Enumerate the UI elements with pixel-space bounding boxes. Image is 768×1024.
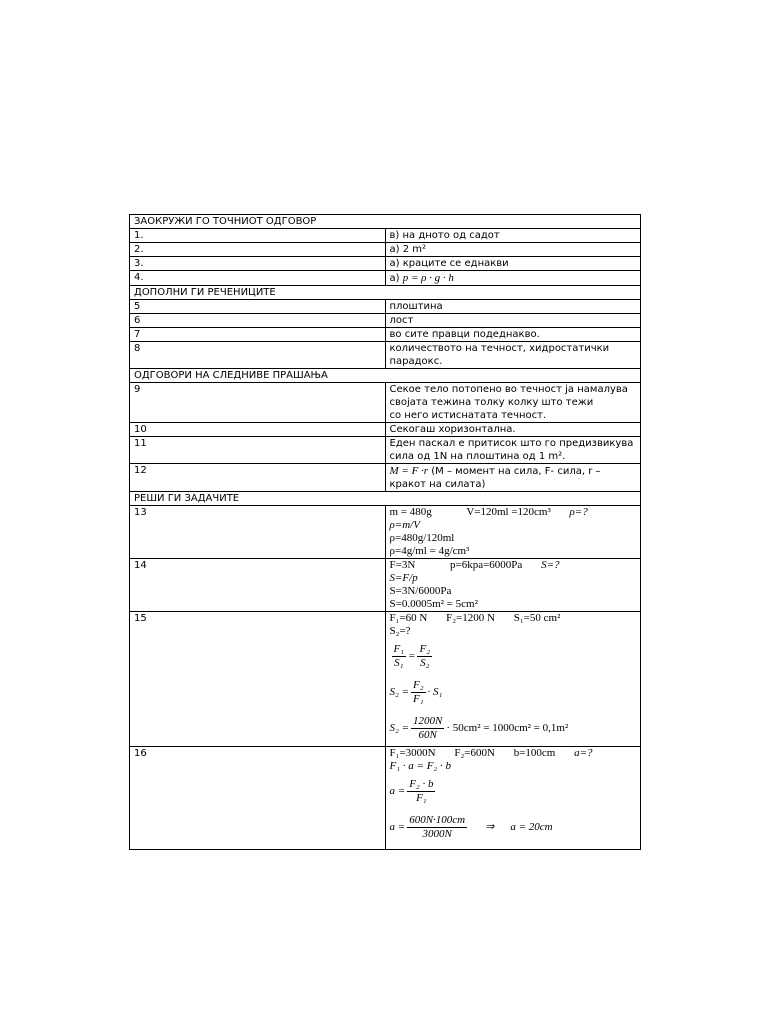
lever-equation: F₁ · a = F₂ · b: [389, 760, 452, 772]
formula-line: ρ=m/V: [389, 519, 420, 531]
answer-cell: а) 2 m²: [385, 243, 641, 257]
table-row: [130, 328, 641, 342]
table-row: [130, 229, 641, 243]
question-number: 3.: [130, 257, 386, 271]
equation-line: $\frac{\text{F₁}}{\text{S₁}}$ = $\frac{\text{F₂}}{\text{S₂}}$: [393, 642, 431, 669]
question-number: 6: [130, 314, 386, 328]
table-row: [130, 612, 641, 747]
answer-line: Секое тело потопено во течност ја намалува својата тежина толку колку што тежи: [389, 384, 628, 408]
question-number: 9: [130, 383, 386, 423]
task-solution: [385, 559, 641, 612]
unknown-density: ρ=?: [569, 506, 588, 518]
implies-arrow: ⇒: [485, 820, 495, 833]
unknown-arm-a: a=?: [574, 747, 593, 759]
table-row: [130, 257, 641, 271]
given-area-1: S₁=50 cm²: [513, 612, 561, 624]
table-row: [130, 437, 641, 464]
question-number: 1.: [130, 229, 386, 243]
answer-cell: [385, 383, 641, 423]
given-force-2: F₂=1200 N: [446, 612, 495, 624]
moment-legend: (М – момент на сила, F- сила, r – кракот на силата): [389, 466, 601, 490]
answer-key-table: [129, 214, 641, 850]
pressure-formula: p = ρ · g · h: [402, 272, 454, 284]
section-header-questions: ОДГОВОРИ НА СЛЕДНИВЕ ПРАШАЊА: [130, 369, 641, 383]
given-force-2: F₂=600N: [454, 747, 495, 759]
task-solution: [385, 612, 641, 747]
result-line: S=0.0005m² = 5cm²: [389, 598, 478, 610]
question-number: 7: [130, 328, 386, 342]
equation-line: S₂ = $\frac{\text{F₂}}{\text{F₁}}$ · S₁: [389, 678, 443, 705]
unknown-area: S=?: [541, 559, 560, 571]
given-force-1: F₁=3000N: [389, 747, 436, 759]
formula-line: S=F/p: [389, 572, 418, 584]
substitution-line: S=3N/6000Pa: [389, 585, 452, 597]
answer-cell: Секогаш хоризонтална.: [385, 423, 641, 437]
answer-cell: [385, 464, 641, 492]
table-row: [130, 464, 641, 492]
table-row: [130, 423, 641, 437]
result-line: ρ=4g/ml = 4g/cm³: [389, 545, 470, 557]
question-number: 11: [130, 437, 386, 464]
equation-line: a = $\frac{600N\cdot 100cm}{3000N}$ ⇒ a = 20cm: [389, 813, 553, 840]
unknown-area-2: S₂=?: [389, 625, 411, 637]
moment-formula: M = F ·r: [389, 465, 429, 477]
question-number: 12: [130, 464, 386, 492]
given-mass: m = 480g: [389, 506, 432, 518]
task-solution: [385, 747, 641, 850]
table-row: [130, 383, 641, 423]
table-row: [130, 559, 641, 612]
substitution-line: ρ=480g/120ml: [389, 532, 455, 544]
answer-cell: во сите правци подеднакво.: [385, 328, 641, 342]
task-solution: [385, 506, 641, 559]
question-number: 8: [130, 342, 386, 369]
answer-option: а): [389, 273, 400, 284]
table-row: [130, 271, 641, 286]
task-number: 15: [130, 612, 386, 747]
answer-cell: Еден паскал е притисок што го предизвикува сила од 1N на плоштина од 1 m².: [385, 437, 641, 464]
question-number: 10: [130, 423, 386, 437]
task-number: 16: [130, 747, 386, 850]
table-row: [130, 314, 641, 328]
given-volume: V=120ml =120cm³: [466, 506, 551, 518]
answer-cell: [385, 271, 641, 286]
given-arm-b: b=100cm: [513, 747, 556, 759]
table-row: [130, 342, 641, 369]
table-row: [130, 747, 641, 850]
question-number: 2.: [130, 243, 386, 257]
question-number: 4.: [130, 271, 386, 286]
equation-line: S₂ = $\frac{1200N}{60N}$ · 50cm² = 1000cm² = 0,1m²: [389, 714, 569, 741]
answer-cell: а) краците се еднакви: [385, 257, 641, 271]
answer-cell: плоштина: [385, 300, 641, 314]
answer-cell: в) на дното од садот: [385, 229, 641, 243]
given-force: F=3N: [389, 559, 416, 571]
section-header-tasks: РЕШИ ГИ ЗАДАЧИТЕ: [130, 492, 641, 506]
table-row: [130, 300, 641, 314]
answer-cell: количеството на течност, хидростатички парадокс.: [385, 342, 641, 369]
question-number: 5: [130, 300, 386, 314]
given-force-1: F₁=60 N: [389, 612, 428, 624]
table-row: [130, 243, 641, 257]
equation-line: a = $\frac{\text{F₂ · b}}{\text{F₁}}$: [389, 777, 434, 804]
task-number: 14: [130, 559, 386, 612]
final-result: a = 20cm: [510, 820, 553, 833]
task-number: 13: [130, 506, 386, 559]
given-pressure: p=6kpa=6000Pa: [450, 559, 523, 571]
section-header-circle: ЗАОКРУЖИ ГО ТОЧНИОТ ОДГОВОР: [130, 215, 641, 229]
answer-line: со него истиснатата течност.: [389, 410, 547, 421]
section-header-complete: ДОПОЛНИ ГИ РЕЧЕНИЦИТЕ: [130, 286, 641, 300]
answer-cell: лост: [385, 314, 641, 328]
table-row: [130, 506, 641, 559]
